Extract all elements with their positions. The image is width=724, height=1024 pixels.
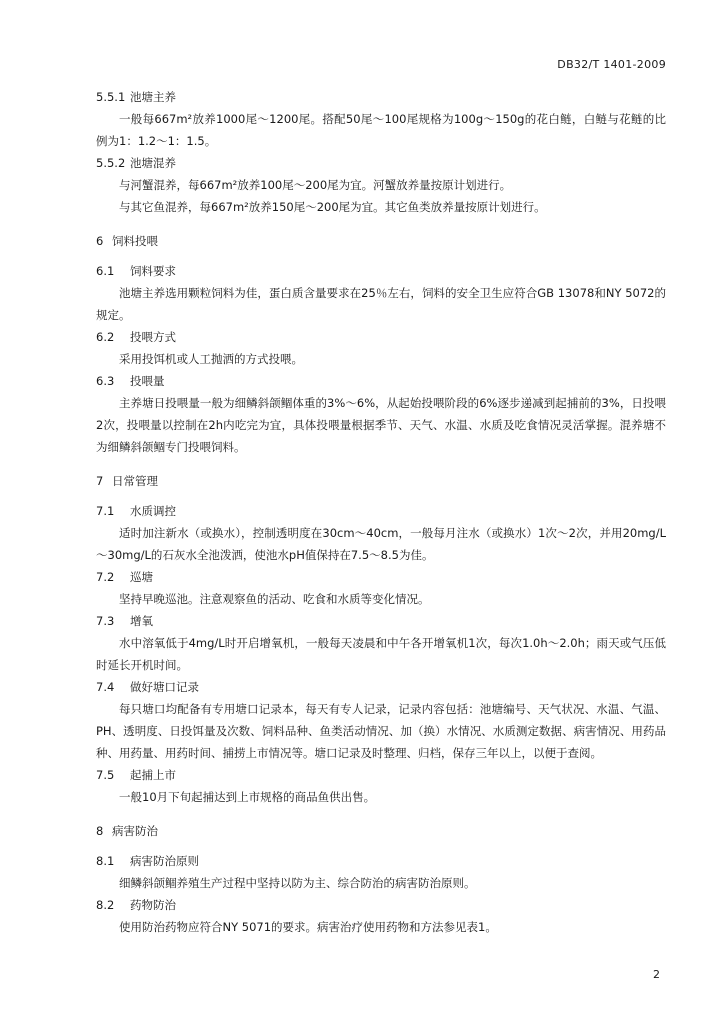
heading-6-3: 6.3 投喂量 [96, 374, 165, 388]
paragraph-8-2: 使用防治药物应符合NY 5071的要求。病害治疗使用药物和方法参见表1。 [119, 920, 497, 934]
heading-7-3: 7.3 增氧 [96, 614, 153, 628]
paragraph-7-4: 每只塘口均配备有专用塘口记录本，每天有专人记录，记录内容包括：池塘编号、天气状况、水温、气温、PH、透明度、日投饵量及次数、饲料品种、鱼类活动情况、加（换）水情况、水质测定数据、病害情况、用药品种、用药量、用药时间、捕捞上市情况等。塘口记录及时整理、归档，保存三年以上，以便于查阅。 [96, 702, 666, 760]
heading-7-4: 7.4 做好塘口记录 [96, 680, 199, 694]
paragraph-6-3: 主养塘日投喂量一般为细鳞斜颌鲴体重的3%～6%，从起始投喂阶段的6%逐步递减到起捕前的3%，日投喂2次，投喂量以控制在2h内吃完为宜，具体投喂量根据季节、天气、水温、水质及吃食情况灵活掌握。混养塘不为细鳞斜颌鲴专门投喂饲料。 [96, 396, 666, 454]
document-body [96, 86, 666, 938]
heading-8-2: 8.2 药物防治 [96, 898, 176, 912]
paragraph-6-1: 池塘主养选用颗粒饲料为佳，蛋白质含量要求在25％左右，饲料的安全卫生应符合GB 13078和NY 5072的规定。 [96, 286, 666, 322]
heading-6: 6 饲料投喂 [96, 234, 158, 248]
heading-8-1: 8.1 病害防治原则 [96, 854, 199, 868]
heading-8: 8 病害防治 [96, 824, 158, 838]
paragraph-6-2: 采用投饵机或人工抛洒的方式投喂。 [119, 352, 303, 366]
paragraph-7-1: 适时加注新水（或换水），控制透明度在30cm～40cm，一般每月注水（或换水）1次～2次，并用20mg/L～30mg/L的石灰水全池泼洒，使池水pH值保持在7.5～8.5为佳。 [96, 526, 666, 562]
paragraph-7-3: 水中溶氧低于4mg/L时开启增氧机，一般每天凌晨和中午各开增氧机1次，每次1.0h～2.0h；雨天或气压低时延长开机时间。 [96, 636, 666, 672]
heading-7-5: 7.5 起捕上市 [96, 768, 176, 782]
heading-6-1: 6.1 饲料要求 [96, 264, 176, 278]
paragraph-5-5-2-fish: 与其它鱼混养，每667m²放养150尾～200尾为宜。其它鱼类放养量按原计划进行。 [119, 200, 546, 214]
heading-7-1: 7.1 水质调控 [96, 504, 176, 518]
paragraph-7-5: 一般10月下旬起捕达到上市规格的商品鱼供出售。 [119, 790, 376, 804]
heading-6-2: 6.2 投喂方式 [96, 330, 176, 344]
heading-5-5-2: 5.5.2 池塘混养 [96, 156, 176, 170]
standard-code: DB32/T 1401-2009 [557, 58, 666, 71]
paragraph-5-5-2-crab: 与河蟹混养，每667m²放养100尾～200尾为宜。河蟹放养量按原计划进行。 [119, 178, 512, 192]
page-number: 2 [653, 968, 660, 981]
heading-5-5-1: 5.5.1 池塘主养 [96, 90, 176, 104]
paragraph-7-2: 坚持早晚巡池。注意观察鱼的活动、吃食和水质等变化情况。 [119, 592, 430, 606]
heading-7-2: 7.2 巡塘 [96, 570, 153, 584]
paragraph-5-5-1: 一般每667m²放养1000尾～1200尾。搭配50尾～100尾规格为100g～150g的花白鲢，白鲢与花鲢的比例为1：1.2～1：1.5。 [96, 112, 666, 148]
paragraph-8-1: 细鳞斜颌鲴养殖生产过程中坚持以防为主、综合防治的病害防治原则。 [119, 876, 476, 890]
heading-7: 7 日常管理 [96, 474, 158, 488]
